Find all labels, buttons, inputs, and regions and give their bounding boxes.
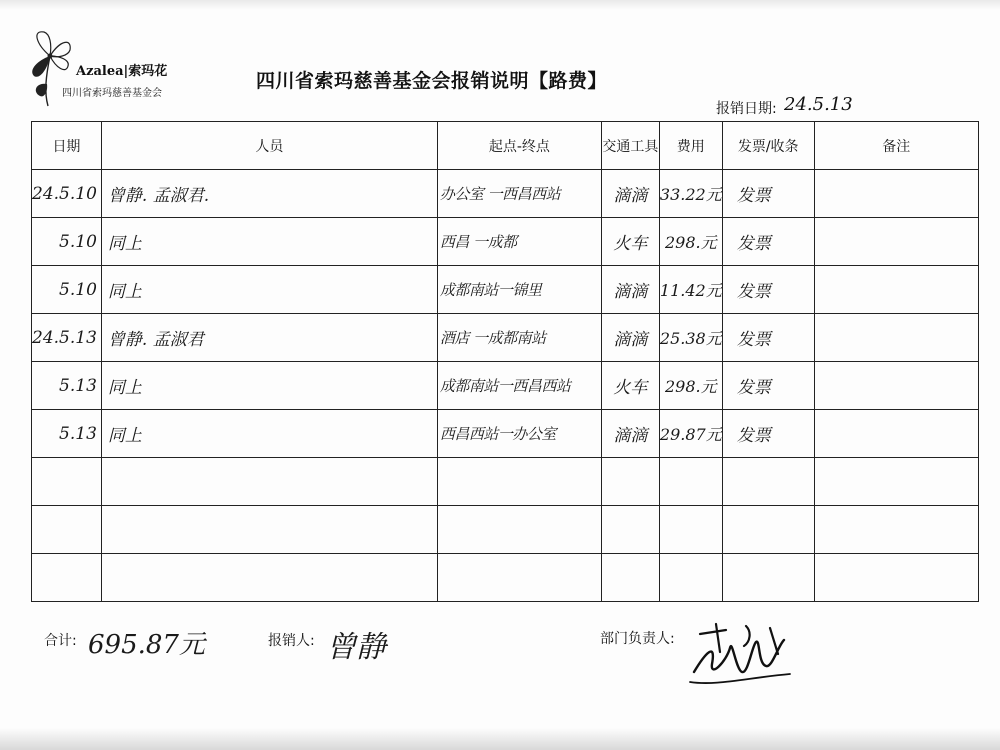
table-row [32, 410, 979, 458]
cell-transport [601, 506, 659, 554]
header-receipt: 发票/收条 [722, 122, 814, 170]
cell-note [814, 410, 978, 458]
paper-bottom-edge [0, 728, 1000, 750]
cell-note [814, 170, 978, 218]
cell-date: 5.13 [32, 362, 102, 410]
cell-people: 同上 [101, 218, 437, 266]
dept-head-label: 部门负责人: [600, 631, 675, 647]
cell-cost: 298.元 [659, 218, 722, 266]
cell-transport: 滴滴 [601, 170, 659, 218]
cell-transport: 火车 [601, 362, 659, 410]
cell-date: 5.10 [32, 218, 102, 266]
cell-people: 同上 [101, 266, 437, 314]
cell-people: 同上 [101, 410, 437, 458]
cell-note [814, 458, 978, 506]
cell-receipt [722, 458, 814, 506]
cell-route: 成都南站一西昌西站 [437, 362, 601, 410]
cell-transport [601, 554, 659, 602]
reimbursement-date-value: 24.5.13 [784, 94, 853, 115]
cell-transport: 滴滴 [601, 314, 659, 362]
logo-name: Azalea|索玛花 [76, 64, 168, 79]
dept-head-signature [686, 612, 796, 690]
cell-people [101, 506, 437, 554]
azalea-logo [26, 26, 176, 108]
cell-receipt: 发票 [722, 362, 814, 410]
header-cost: 费用 [659, 122, 722, 170]
cell-route: 西昌 一成都 [437, 218, 601, 266]
table-row [32, 314, 979, 362]
claimant-label: 报销人: [268, 633, 315, 649]
header-route: 起点-终点 [437, 122, 601, 170]
header-note: 备注 [814, 122, 978, 170]
cell-cost: 25.38元 [659, 314, 722, 362]
table-row [32, 554, 979, 602]
total-value: 695.87元 [88, 630, 205, 660]
cell-cost: 11.42元 [659, 266, 722, 314]
cell-route: 办公室 一西昌西站 [437, 170, 601, 218]
cell-receipt [722, 506, 814, 554]
cell-receipt: 发票 [722, 266, 814, 314]
cell-cost: 298.元 [659, 362, 722, 410]
cell-people [101, 458, 437, 506]
cell-receipt: 发票 [722, 170, 814, 218]
table-row [32, 170, 979, 218]
cell-transport: 火车 [601, 218, 659, 266]
cell-date [32, 506, 102, 554]
cell-transport [601, 458, 659, 506]
header-transport: 交通工具 [601, 122, 659, 170]
cell-date: 5.13 [32, 410, 102, 458]
cell-cost: 29.87元 [659, 410, 722, 458]
cell-note [814, 218, 978, 266]
cell-transport: 滴滴 [601, 266, 659, 314]
cell-date: 24.5.13 [32, 314, 102, 362]
cell-cost: 33.22元 [659, 170, 722, 218]
cell-route [437, 506, 601, 554]
table-header-row [32, 122, 979, 170]
cell-note [814, 266, 978, 314]
header-people: 人员 [101, 122, 437, 170]
cell-receipt: 发票 [722, 218, 814, 266]
cell-date [32, 458, 102, 506]
form-title: 四川省索玛慈善基金会报销说明【路费】 [256, 70, 608, 92]
cell-date: 5.10 [32, 266, 102, 314]
cell-route: 成都南站一锦里 [437, 266, 601, 314]
expense-table [31, 121, 979, 602]
cell-people: 曾静. 孟淑君 [101, 314, 437, 362]
cell-date [32, 554, 102, 602]
cell-people: 同上 [101, 362, 437, 410]
cell-transport: 滴滴 [601, 410, 659, 458]
cell-receipt: 发票 [722, 410, 814, 458]
table-row [32, 218, 979, 266]
cell-date: 24.5.10 [32, 170, 102, 218]
logo-subtitle: 四川省索玛慈善基金会 [62, 88, 162, 99]
total-label: 合计: [44, 633, 77, 649]
cell-receipt: 发票 [722, 314, 814, 362]
table-row [32, 362, 979, 410]
cell-receipt [722, 554, 814, 602]
header-date: 日期 [32, 122, 102, 170]
cell-note [814, 506, 978, 554]
reimbursement-date-label: 报销日期: [716, 101, 777, 117]
cell-route [437, 458, 601, 506]
cell-people [101, 554, 437, 602]
cell-note [814, 362, 978, 410]
cell-route: 西昌西站一办公室 [437, 410, 601, 458]
cell-note [814, 554, 978, 602]
table-row [32, 266, 979, 314]
table-row [32, 506, 979, 554]
cell-cost [659, 506, 722, 554]
cell-route [437, 554, 601, 602]
cell-route: 酒店 一成都南站 [437, 314, 601, 362]
cell-cost [659, 458, 722, 506]
paper-top-edge [0, 0, 1000, 10]
cell-cost [659, 554, 722, 602]
cell-note [814, 314, 978, 362]
cell-people: 曾静. 孟淑君. [101, 170, 437, 218]
table-row [32, 458, 979, 506]
claimant-name: 曾静 [326, 630, 386, 665]
